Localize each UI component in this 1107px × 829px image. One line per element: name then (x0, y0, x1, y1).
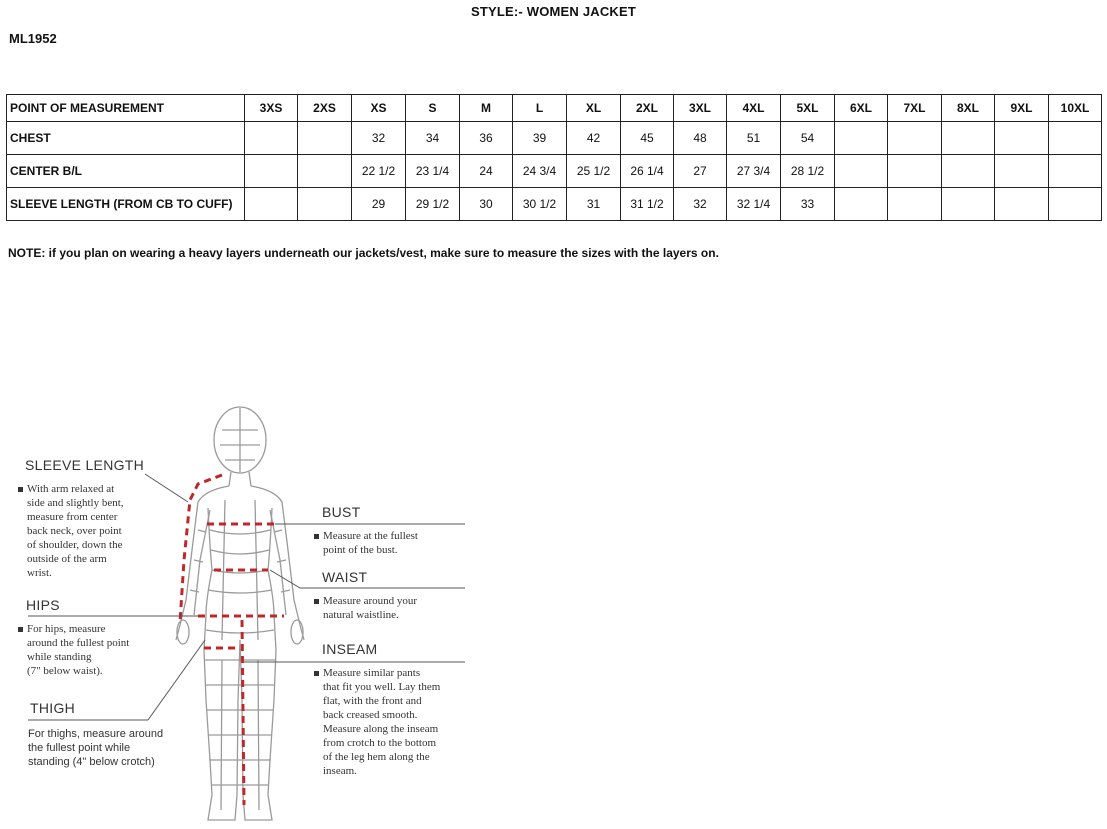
table-cell (298, 122, 352, 155)
table-cell (1049, 188, 1102, 221)
thigh-label: THIGH (30, 700, 76, 716)
table-cell (298, 188, 352, 221)
bust-desc (314, 529, 418, 557)
column-header: 8XL (942, 95, 995, 122)
table-cell: 30 1/2 (513, 188, 567, 221)
table-cell: 22 1/2 (352, 155, 406, 188)
table-cell: 39 (513, 122, 567, 155)
table-cell (995, 155, 1049, 188)
hips-label: HIPS (26, 597, 60, 613)
sleeve-length-label: SLEEVE LENGTH (25, 457, 145, 473)
table-row-center-bl (7, 155, 1102, 188)
table-cell: 23 1/4 (406, 155, 460, 188)
desc-line: standing (4" below crotch) (28, 756, 155, 768)
column-header: S (406, 95, 460, 122)
desc-line: side and slightly bent, (27, 497, 124, 509)
table-cell (888, 188, 942, 221)
measurement-guide (0, 400, 520, 829)
waist-desc (314, 594, 417, 622)
bullet-icon (18, 487, 23, 492)
table-cell (1049, 122, 1102, 155)
table-cell: 36 (460, 122, 513, 155)
table-cell: 24 (460, 155, 513, 188)
thigh-desc (28, 727, 163, 769)
table-cell: 29 (352, 188, 406, 221)
table-cell (298, 155, 352, 188)
table-cell: 54 (781, 122, 835, 155)
table-cell: 25 1/2 (567, 155, 621, 188)
table-cell: 27 3/4 (727, 155, 781, 188)
hips-desc (18, 622, 129, 678)
table-cell: 32 1/4 (727, 188, 781, 221)
desc-line: around the fullest point (27, 637, 130, 649)
desc-line: of the leg hem along the (323, 751, 430, 763)
bullet-icon (314, 534, 319, 539)
table-cell: 42 (567, 122, 621, 155)
table-header-row (7, 95, 1102, 122)
sleeve-length-desc (18, 482, 124, 580)
row-label: SLEEVE LENGTH (FROM CB TO CUFF) (7, 188, 245, 221)
table-cell: 32 (352, 122, 406, 155)
table-cell: 31 1/2 (621, 188, 674, 221)
desc-line: point of the bust. (323, 544, 398, 556)
table-cell (245, 155, 298, 188)
desc-line: measure from center (27, 511, 118, 523)
desc-line: inseam. (323, 765, 357, 777)
column-header: 9XL (995, 95, 1049, 122)
column-header: 5XL (781, 95, 835, 122)
size-chart-table (6, 94, 1102, 221)
table-cell (995, 188, 1049, 221)
table-cell (942, 188, 995, 221)
desc-line: wrist. (27, 567, 52, 579)
bullet-icon (314, 599, 319, 604)
column-header: XS (352, 95, 406, 122)
table-cell: 31 (567, 188, 621, 221)
bust-label: BUST (322, 504, 361, 520)
desc-line: flat, with the front and (323, 695, 422, 707)
column-header: 3XS (245, 95, 298, 122)
table-cell (835, 188, 888, 221)
table-cell (1049, 155, 1102, 188)
table-cell: 27 (674, 155, 727, 188)
desc-line: from crotch to the bottom (323, 737, 437, 749)
column-header: 2XL (621, 95, 674, 122)
column-header: 10XL (1049, 95, 1102, 122)
table-cell: 29 1/2 (406, 188, 460, 221)
table-cell: 24 3/4 (513, 155, 567, 188)
table-cell (888, 155, 942, 188)
table-cell: 48 (674, 122, 727, 155)
table-cell: 51 (727, 122, 781, 155)
table-cell: 32 (674, 188, 727, 221)
column-header: 4XL (727, 95, 781, 122)
table-cell (245, 122, 298, 155)
table-cell (835, 122, 888, 155)
desc-line: natural waistline. (323, 609, 399, 621)
desc-line: Measure similar pants (323, 667, 421, 679)
desc-line: Measure along the inseam (323, 723, 439, 735)
table-cell: 34 (406, 122, 460, 155)
table-row-sleeve-length (7, 188, 1102, 221)
waist-label: WAIST (322, 569, 368, 585)
column-header: 2XS (298, 95, 352, 122)
desc-line: For hips, measure (27, 623, 106, 635)
desc-line: For thighs, measure around (28, 728, 164, 740)
style-code: ML1952 (9, 31, 57, 46)
desc-line: Measure around your (323, 595, 418, 607)
table-cell (245, 188, 298, 221)
column-header: POINT OF MEASUREMENT (7, 95, 245, 122)
desc-line: that fit you well. Lay them (323, 681, 441, 693)
desc-line: outside of the arm (27, 553, 107, 565)
desc-line: With arm relaxed at (27, 483, 115, 495)
inseam-label: INSEAM (322, 641, 378, 657)
row-label: CHEST (7, 122, 245, 155)
inseam-desc (314, 666, 440, 778)
table-cell (888, 122, 942, 155)
table-cell: 30 (460, 188, 513, 221)
desc-line: of shoulder, down the (27, 539, 123, 551)
desc-line: Measure at the fullest (323, 530, 418, 542)
table-cell: 26 1/4 (621, 155, 674, 188)
desc-line: back neck, over point (27, 525, 122, 537)
column-header: 6XL (835, 95, 888, 122)
column-header: XL (567, 95, 621, 122)
table-cell (995, 122, 1049, 155)
table-row-chest (7, 122, 1102, 155)
style-title: STYLE:- WOMEN JACKET (470, 4, 637, 19)
column-header: 3XL (674, 95, 727, 122)
bullet-icon (314, 671, 319, 676)
table-cell (835, 155, 888, 188)
table-cell: 33 (781, 188, 835, 221)
column-header: M (460, 95, 513, 122)
column-header: 7XL (888, 95, 942, 122)
desc-line: the fullest point while (28, 742, 131, 754)
layering-note: NOTE: if you plan on wearing a heavy layers underneath our jackets/vest, make sure to measure the sizes with the layers on. (8, 246, 719, 260)
desc-line: back creased smooth. (323, 709, 418, 721)
table-cell: 28 1/2 (781, 155, 835, 188)
column-header: L (513, 95, 567, 122)
table-cell: 45 (621, 122, 674, 155)
row-label: CENTER B/L (7, 155, 245, 188)
desc-line: while standing (27, 651, 92, 663)
desc-line: (7" below waist). (27, 665, 103, 677)
table-cell (942, 155, 995, 188)
table-cell (942, 122, 995, 155)
bullet-icon (18, 627, 23, 632)
